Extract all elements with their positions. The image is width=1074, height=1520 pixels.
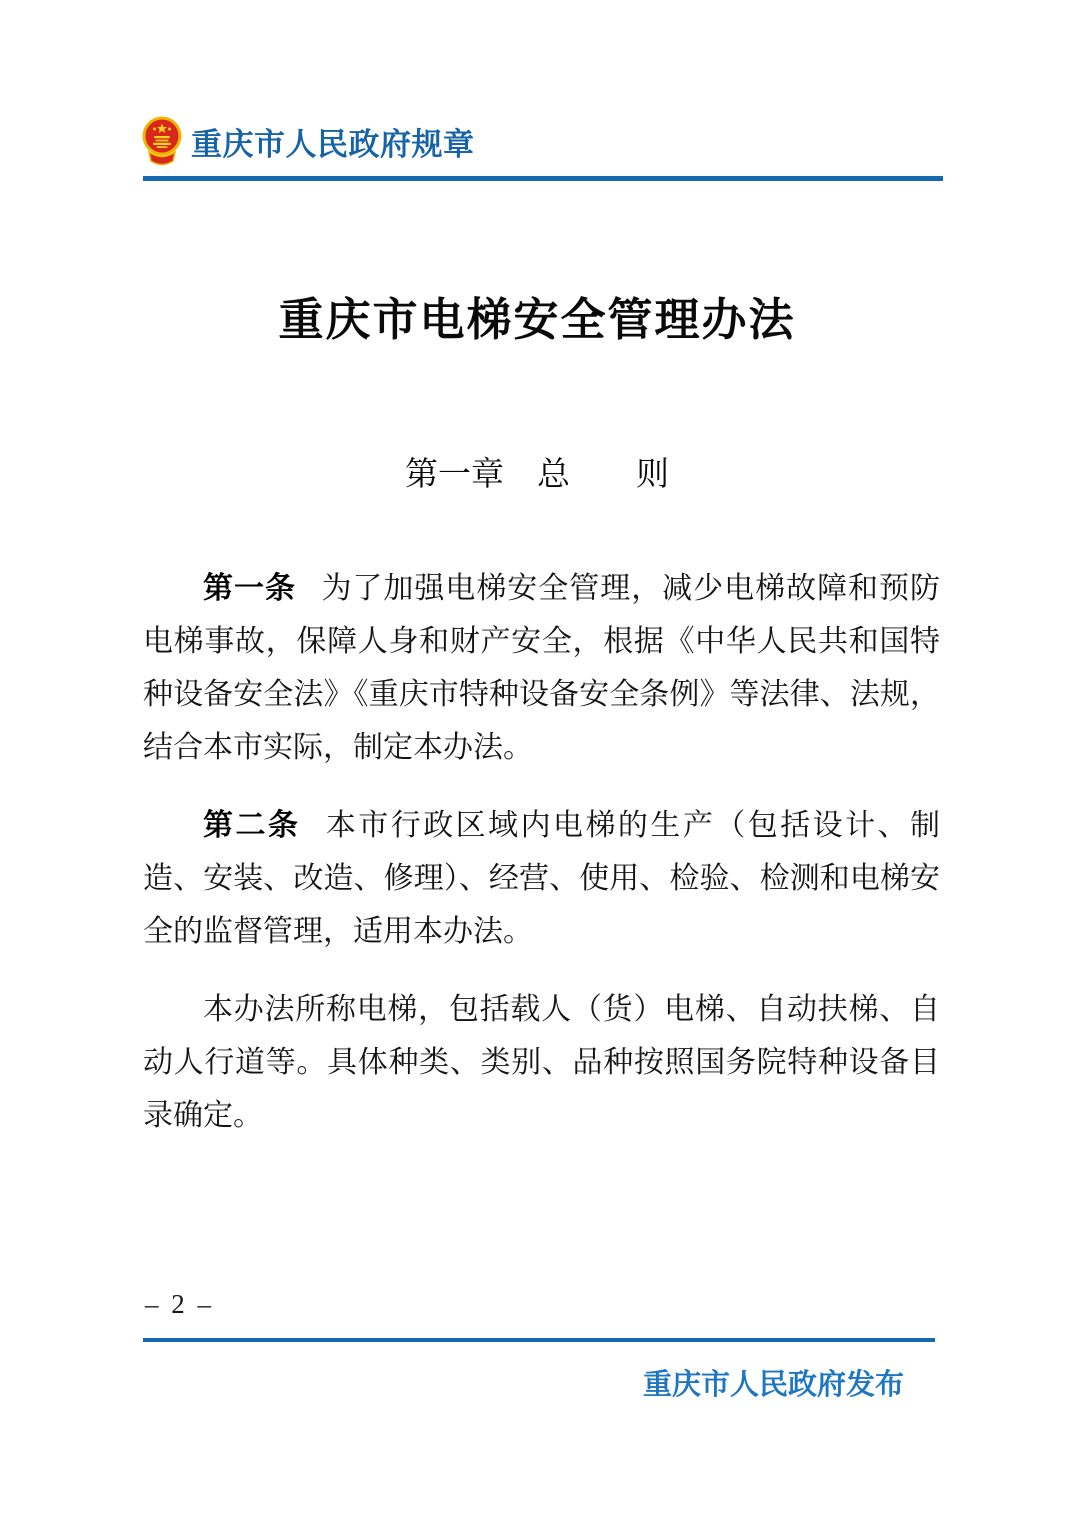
- chapter-heading: 第一章 总 则: [405, 455, 669, 492]
- document-body: [143, 562, 940, 1167]
- document-title: 重庆市电梯安全管理办法: [278, 295, 796, 345]
- page-number: – 2 –: [145, 1289, 214, 1319]
- page-header: [142, 114, 475, 168]
- national-emblem-icon: [142, 114, 182, 168]
- publisher-label: 重庆市人民政府发布: [642, 1369, 904, 1401]
- article-paragraph-2: [143, 799, 940, 958]
- article-3-text: 本办法所称电梯，包括载人（货）电梯、自动扶梯、自动人行道等。具体种类、类别、品种按照国务院特种设备目录确定。: [143, 993, 940, 1132]
- header-title: 重庆市人民政府规章: [191, 126, 475, 162]
- article-paragraph-3: [143, 983, 940, 1142]
- article-1-label: 第一条: [203, 572, 296, 605]
- article-1-text: 为了加强电梯安全管理，减少电梯故障和预防电梯事故，保障人身和财产安全，根据《中华人民共和国特种设备安全法》《重庆市特种设备安全条例》等法律、法规，结合本市实际，制定本办法。: [143, 572, 941, 764]
- article-2-text: 本市行政区域内电梯的生产（包括设计、制造、安装、改造、修理）、经营、使用、检验、检测和电梯安全的监督管理，适用本办法。: [143, 809, 941, 948]
- footer-divider: [143, 1338, 935, 1342]
- article-paragraph-1: [143, 562, 940, 774]
- header-divider: [143, 176, 943, 181]
- article-2-label: 第二条: [203, 809, 301, 842]
